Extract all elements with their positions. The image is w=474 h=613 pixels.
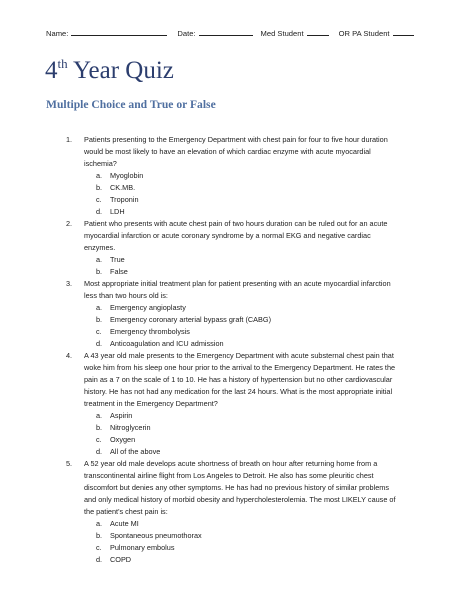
section-heading: Multiple Choice and True or False (46, 98, 216, 111)
answer-text: Myoglobin (110, 171, 144, 180)
question-text: Patients presenting to the Emergency Department with chest pain for four to five hour duration would be most likely to have an elevation of which cardiac enzyme with acute myocardial ischemia? (84, 135, 388, 168)
answer-text: Oxygen (110, 435, 136, 444)
answer-option[interactable] (96, 422, 396, 434)
question-5 (66, 458, 396, 566)
name-field[interactable] (71, 27, 167, 36)
answer-letter: c. (96, 327, 102, 336)
answer-letter: c. (96, 195, 102, 204)
answer-option[interactable] (96, 554, 396, 566)
answer-option[interactable] (96, 326, 396, 338)
answer-letter: b. (96, 183, 103, 192)
name-label: Name: (46, 29, 69, 38)
answer-letter: a. (96, 255, 103, 264)
answer-letter: d. (96, 207, 103, 216)
answer-option[interactable] (96, 410, 396, 422)
question-number: 4. (66, 351, 73, 360)
answer-list (84, 410, 396, 458)
question-text: Patient who presents with acute chest pain of two hours duration can be ruled out for an acute myocardial infarction or acute coronary syndrome by a normal EKG and negative cardiac enzymes. (84, 219, 388, 252)
answer-letter: d. (96, 339, 103, 348)
answer-list (84, 254, 396, 278)
date-field[interactable] (199, 27, 253, 36)
question-1 (66, 134, 396, 218)
answer-letter: c. (96, 435, 102, 444)
answer-text: Emergency angioplasty (110, 303, 186, 312)
student-info-header (46, 27, 464, 38)
answer-letter: b. (96, 531, 103, 540)
answer-list (84, 170, 396, 218)
pa-student-label: OR PA Student (338, 29, 390, 38)
question-number: 5. (66, 459, 73, 468)
answer-option[interactable] (96, 434, 396, 446)
answer-letter: d. (96, 555, 103, 564)
answer-text: Troponin (110, 195, 139, 204)
answer-letter: b. (96, 267, 103, 276)
answer-text: Spontaneous pneumothorax (110, 531, 202, 540)
answer-list (84, 302, 396, 350)
answer-letter: a. (96, 171, 103, 180)
question-number: 3. (66, 279, 73, 288)
answer-letter: a. (96, 411, 103, 420)
answer-option[interactable] (96, 254, 396, 266)
answer-letter: a. (96, 303, 103, 312)
med-student-label: Med Student (260, 29, 304, 38)
date-label: Date: (177, 29, 196, 38)
med-student-field[interactable] (307, 27, 329, 36)
question-number: 1. (66, 135, 73, 144)
answer-option[interactable] (96, 206, 396, 218)
answer-option[interactable] (96, 182, 396, 194)
question-text: A 43 year old male presents to the Emergency Department with acute substernal chest pain that woke him from his sleep one hour prior to the arrival to the Emergency Department. He rates the pain as a 7 on the scale of 1 to 10. He has a history of hypertension but no other cardiovascular history. He has not had any medication for the last 24 hours. What is the most appropriate initial treatment in the Emergency Department? (84, 351, 396, 408)
answer-option[interactable] (96, 170, 396, 182)
answer-text: LDH (110, 207, 125, 216)
answer-text: Pulmonary embolus (110, 543, 175, 552)
answer-option[interactable] (96, 446, 396, 458)
answer-text: Emergency coronary arterial bypass graft (CABG) (110, 315, 271, 324)
answer-text: All of the above (110, 447, 161, 456)
answer-letter: b. (96, 315, 103, 324)
answer-option[interactable] (96, 518, 396, 530)
answer-text: Acute MI (110, 519, 139, 528)
question-number: 2. (66, 219, 73, 228)
answer-letter: c. (96, 543, 102, 552)
answer-letter: b. (96, 423, 103, 432)
answer-option[interactable] (96, 338, 396, 350)
question-3 (66, 278, 396, 350)
answer-text: True (110, 255, 125, 264)
question-4 (66, 350, 396, 458)
answer-text: Nitroglycerin (110, 423, 151, 432)
answer-text: Anticoagulation and ICU admission (110, 339, 224, 348)
answer-option[interactable] (96, 266, 396, 278)
answer-text: False (110, 267, 128, 276)
question-list (66, 134, 396, 566)
question-text: Most appropriate initial treatment plan for patient presenting with an acute myocardial infarction less than two hours old is: (84, 279, 391, 300)
answer-option[interactable] (96, 530, 396, 542)
question-text: A 52 year old male develops acute shortness of breath on hour after returning home from a transcontinental airline flight from Los Angeles to Detroit. He also has some pleuritic chest discomfort but denies any other symptoms. He has had no previous history of similar problems and only medical history of morbid obesity and hypercholesterolemia. The most LIKELY cause of the patient's chest pain is: (84, 459, 396, 516)
answer-letter: a. (96, 519, 103, 528)
answer-option[interactable] (96, 314, 396, 326)
answer-list (84, 518, 396, 566)
answer-option[interactable] (96, 302, 396, 314)
quiz-title: 4th Year Quiz (45, 56, 174, 84)
answer-text: Emergency thrombolysis (110, 327, 190, 336)
question-2 (66, 218, 396, 278)
answer-text: CK.MB. (110, 183, 136, 192)
pa-student-field[interactable] (393, 27, 414, 36)
answer-letter: d. (96, 447, 103, 456)
answer-text: COPD (110, 555, 132, 564)
answer-option[interactable] (96, 194, 396, 206)
answer-option[interactable] (96, 542, 396, 554)
answer-text: Aspirin (110, 411, 133, 420)
